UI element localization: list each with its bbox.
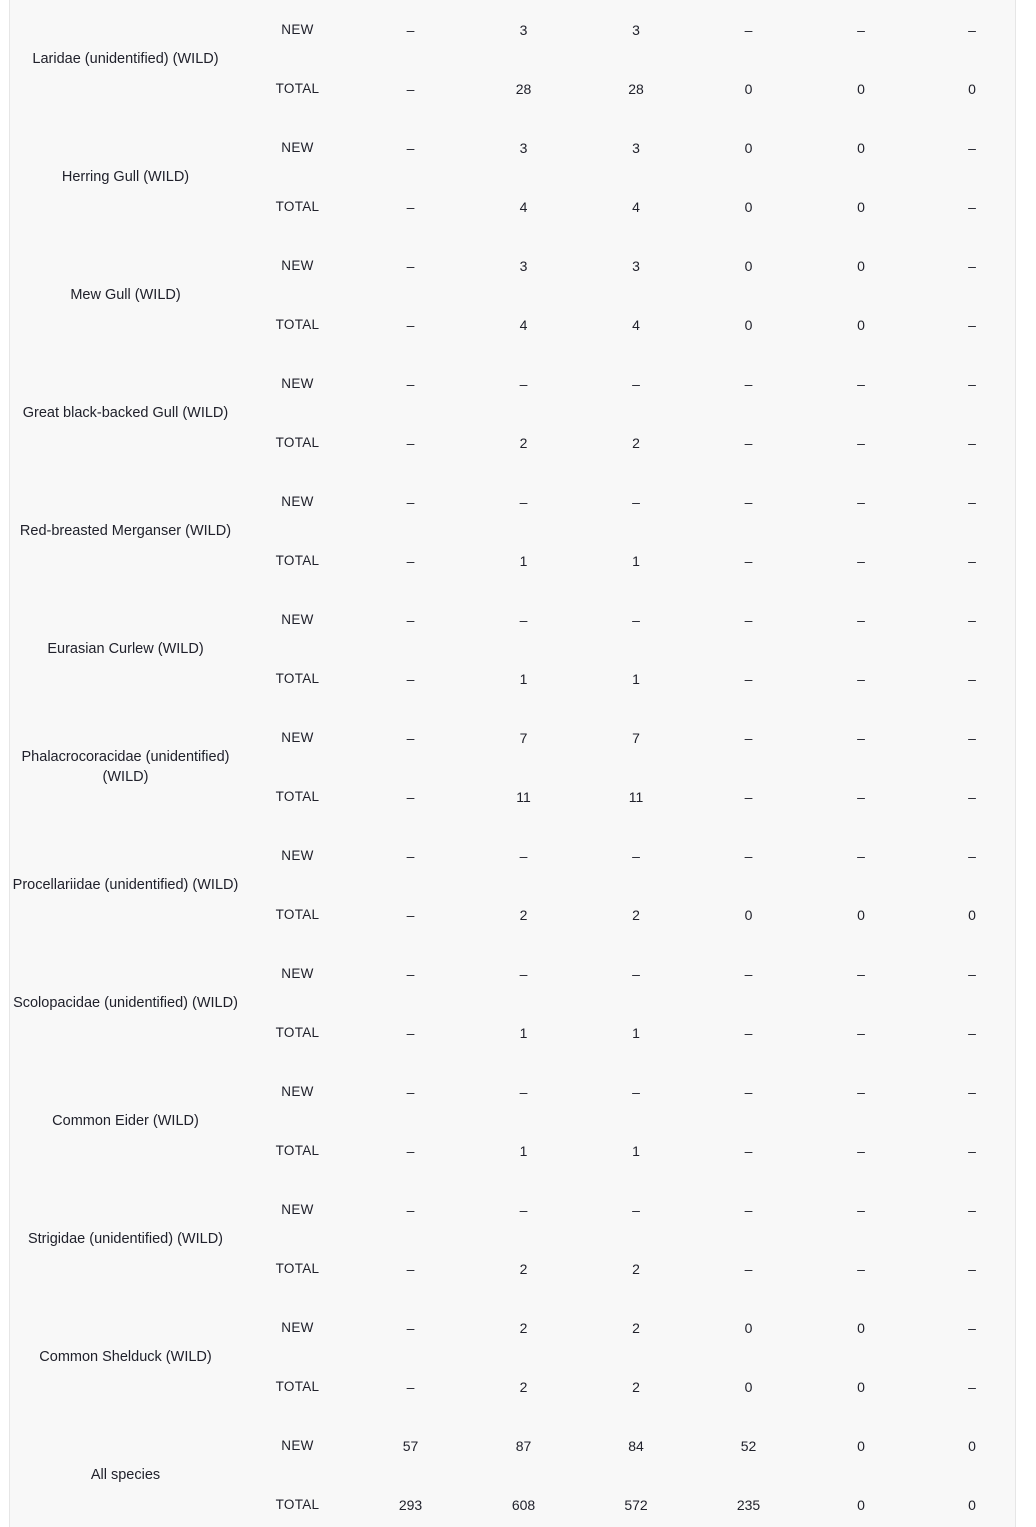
value-cell-new-5: – <box>857 1083 865 1100</box>
value-cell-total-3: 11 <box>628 788 644 805</box>
value-cell-new-5: – <box>857 729 865 746</box>
value-cell-new-5: 0 <box>857 1319 865 1336</box>
metric-label-total: TOTAL <box>275 789 320 804</box>
value-cell-total-5: 0 <box>857 1378 865 1395</box>
metric-label-new: NEW <box>281 140 314 155</box>
value-cell-new-3: 2 <box>632 1319 640 1336</box>
metric-label-new: NEW <box>281 258 314 273</box>
value-cell-total-2: 4 <box>519 198 528 215</box>
value-cell-total-5: 0 <box>857 906 865 923</box>
value-cell-new-1: – <box>406 847 415 864</box>
value-cell-new-1: – <box>406 493 415 510</box>
metric-label-total: TOTAL <box>275 1143 320 1158</box>
species-name-cell: Phalacrocoracidae (unidentified) (WILD) <box>21 749 230 785</box>
value-cell-total-3: 28 <box>628 80 644 97</box>
value-cell-total-3: 2 <box>632 906 640 923</box>
value-cell-total-5: 0 <box>857 1496 865 1513</box>
value-cell-new-4: – <box>744 375 753 392</box>
value-cell-new-4: 0 <box>744 1319 753 1336</box>
value-cell-total-4: – <box>744 552 753 569</box>
value-cell-new-2: – <box>519 847 528 864</box>
value-cell-new-1: – <box>406 729 415 746</box>
value-cell-total-2: 1 <box>519 552 528 569</box>
value-cell-total-2: 28 <box>515 80 532 97</box>
value-cell-total-6: – <box>968 1378 976 1395</box>
table-row <box>10 1416 1027 1475</box>
value-cell-total-4: – <box>744 1260 753 1277</box>
species-name-cell: Strigidae (unidentified) (WILD) <box>27 1231 224 1247</box>
metric-label-new: NEW <box>281 1202 314 1217</box>
value-cell-new-1: – <box>406 21 415 38</box>
value-cell-new-6: – <box>968 965 976 982</box>
table-row <box>10 236 1027 295</box>
value-cell-total-4: 0 <box>744 198 753 215</box>
value-cell-total-3: 2 <box>632 1260 640 1277</box>
value-cell-new-6: – <box>968 375 976 392</box>
value-cell-total-3: 4 <box>632 316 640 333</box>
metric-label-new: NEW <box>281 22 314 37</box>
metric-label-new: NEW <box>281 1438 314 1453</box>
value-cell-new-5: – <box>857 375 865 392</box>
value-cell-new-2: – <box>519 965 528 982</box>
value-cell-new-2: – <box>519 493 528 510</box>
table-body <box>10 0 1027 1527</box>
table-row <box>10 1180 1027 1239</box>
value-cell-new-1: 57 <box>402 1437 419 1454</box>
table-row <box>10 0 1027 59</box>
value-cell-total-6: – <box>968 1260 976 1277</box>
metric-label-total: TOTAL <box>275 907 320 922</box>
metric-label-total: TOTAL <box>275 1497 320 1512</box>
table-row <box>10 472 1027 531</box>
metric-label-new: NEW <box>281 612 314 627</box>
table-row <box>10 826 1027 885</box>
value-cell-new-4: – <box>744 21 753 38</box>
value-cell-total-2: 11 <box>516 788 531 805</box>
value-cell-total-1: – <box>406 1142 415 1159</box>
metric-label-new: NEW <box>281 848 314 863</box>
value-cell-new-5: – <box>857 493 865 510</box>
value-cell-total-6: – <box>968 1024 976 1041</box>
species-name-cell: Great black-backed Gull (WILD) <box>22 405 229 421</box>
value-cell-new-2: 2 <box>519 1319 528 1336</box>
value-cell-new-2: – <box>519 611 528 628</box>
value-cell-new-5: – <box>857 21 865 38</box>
value-cell-total-2: 2 <box>519 1378 528 1395</box>
value-cell-total-1: – <box>406 906 415 923</box>
value-cell-new-4: 0 <box>744 257 753 274</box>
value-cell-total-6: – <box>968 788 976 805</box>
value-cell-total-4: – <box>744 1142 753 1159</box>
value-cell-new-6: – <box>968 493 976 510</box>
value-cell-new-5: 0 <box>857 257 865 274</box>
table-row <box>10 944 1027 1003</box>
value-cell-total-5: 0 <box>857 198 865 215</box>
value-cell-total-4: 0 <box>744 316 753 333</box>
value-cell-total-6: – <box>968 552 976 569</box>
value-cell-total-1: – <box>406 1024 415 1041</box>
table-row <box>10 708 1027 767</box>
species-name-cell: Procellariidae (unidentified) (WILD) <box>12 877 239 893</box>
value-cell-total-5: – <box>857 1024 865 1041</box>
metric-label-new: NEW <box>281 966 314 981</box>
table-row <box>10 354 1027 413</box>
value-cell-new-4: 0 <box>744 139 753 156</box>
metric-label-new: NEW <box>281 494 314 509</box>
value-cell-total-3: 572 <box>624 1496 648 1513</box>
value-cell-total-3: 4 <box>632 198 640 215</box>
value-cell-new-4: – <box>744 965 753 982</box>
value-cell-new-3: – <box>632 375 640 392</box>
value-cell-total-2: 608 <box>511 1496 536 1513</box>
value-cell-total-1: – <box>406 670 415 687</box>
metric-label-total: TOTAL <box>275 1379 320 1394</box>
value-cell-total-1: – <box>406 316 415 333</box>
value-cell-new-1: – <box>406 965 415 982</box>
metric-label-total: TOTAL <box>275 435 320 450</box>
value-cell-new-3: 3 <box>632 139 640 156</box>
value-cell-total-5: – <box>857 1260 865 1277</box>
value-cell-total-6: – <box>968 670 976 687</box>
species-name-cell: Scolopacidae (unidentified) (WILD) <box>13 995 238 1011</box>
value-cell-new-2: – <box>519 1083 528 1100</box>
value-cell-total-3: 1 <box>632 1142 640 1159</box>
species-name-cell: Mew Gull (WILD) <box>70 287 181 303</box>
value-cell-total-3: 1 <box>632 552 640 569</box>
metric-label-new: NEW <box>281 730 314 745</box>
value-cell-total-6: – <box>968 198 976 215</box>
metric-label-total: TOTAL <box>275 81 320 96</box>
value-cell-total-2: 1 <box>519 670 528 687</box>
value-cell-new-1: – <box>406 257 415 274</box>
value-cell-total-4: 0 <box>744 1378 753 1395</box>
value-cell-new-3: – <box>632 611 640 628</box>
species-name-cell: All species <box>90 1467 161 1483</box>
value-cell-total-4: 0 <box>744 80 753 97</box>
value-cell-total-1: – <box>406 1260 415 1277</box>
value-cell-new-2: – <box>519 1201 528 1218</box>
metric-label-new: NEW <box>281 1084 314 1099</box>
value-cell-total-6: 0 <box>968 80 976 97</box>
value-cell-new-4: – <box>744 611 753 628</box>
value-cell-new-6: – <box>968 1201 976 1218</box>
value-cell-total-4: – <box>744 1024 753 1041</box>
value-cell-total-2: 2 <box>519 906 528 923</box>
value-cell-total-1: – <box>406 788 415 805</box>
value-cell-total-1: – <box>406 434 415 451</box>
value-cell-new-2: 3 <box>519 139 528 156</box>
value-cell-new-3: 7 <box>632 729 640 746</box>
value-cell-new-3: – <box>632 1201 640 1218</box>
value-cell-new-1: – <box>406 1201 415 1218</box>
value-cell-new-3: – <box>632 847 640 864</box>
value-cell-new-2: 7 <box>519 729 528 746</box>
value-cell-new-5: – <box>857 847 865 864</box>
metric-label-new: NEW <box>281 1320 314 1335</box>
species-name-cell: Eurasian Curlew (WILD) <box>47 641 204 657</box>
value-cell-total-4: 0 <box>744 906 753 923</box>
species-table-frame <box>9 0 1016 1527</box>
value-cell-total-2: 2 <box>519 434 528 451</box>
value-cell-total-3: 2 <box>632 1378 640 1395</box>
value-cell-new-6: – <box>968 1083 976 1100</box>
value-cell-total-1: – <box>406 552 415 569</box>
value-cell-new-3: – <box>632 1083 640 1100</box>
value-cell-new-6: – <box>968 729 976 746</box>
value-cell-total-5: – <box>857 788 865 805</box>
value-cell-new-1: – <box>406 1083 415 1100</box>
value-cell-new-1: – <box>406 375 415 392</box>
value-cell-total-2: 4 <box>519 316 528 333</box>
value-cell-new-4: – <box>744 1083 753 1100</box>
value-cell-new-2: 87 <box>515 1437 532 1454</box>
value-cell-total-2: 1 <box>519 1142 528 1159</box>
value-cell-new-4: – <box>744 729 753 746</box>
value-cell-total-3: 1 <box>632 1024 640 1041</box>
value-cell-new-6: – <box>968 257 976 274</box>
value-cell-new-6: – <box>968 847 976 864</box>
metric-label-new: NEW <box>281 376 314 391</box>
value-cell-total-6: – <box>968 434 976 451</box>
value-cell-total-5: – <box>857 1142 865 1159</box>
value-cell-total-4: 235 <box>736 1496 761 1513</box>
value-cell-new-4: – <box>744 493 753 510</box>
value-cell-new-3: 3 <box>632 21 640 38</box>
value-cell-total-5: – <box>857 434 865 451</box>
value-cell-new-5: – <box>857 1201 865 1218</box>
value-cell-new-1: – <box>406 611 415 628</box>
value-cell-new-1: – <box>406 139 415 156</box>
metric-label-total: TOTAL <box>275 553 320 568</box>
value-cell-new-3: – <box>632 965 640 982</box>
species-name-cell: Red-breasted Merganser (WILD) <box>19 523 232 539</box>
metric-label-total: TOTAL <box>275 1261 320 1276</box>
value-cell-total-5: – <box>857 552 865 569</box>
value-cell-new-5: – <box>857 965 865 982</box>
species-name-cell: Herring Gull (WILD) <box>61 169 190 185</box>
value-cell-new-2: – <box>519 375 528 392</box>
value-cell-new-6: 0 <box>968 1437 976 1454</box>
value-cell-total-6: – <box>968 316 976 333</box>
value-cell-new-4: 52 <box>740 1437 757 1454</box>
value-cell-new-2: 3 <box>519 21 528 38</box>
value-cell-new-6: – <box>968 611 976 628</box>
value-cell-new-5: – <box>857 611 865 628</box>
value-cell-total-5: 0 <box>857 316 865 333</box>
table-row <box>10 590 1027 649</box>
value-cell-new-6: – <box>968 139 976 156</box>
metric-label-total: TOTAL <box>275 671 320 686</box>
value-cell-total-6: 0 <box>968 906 976 923</box>
value-cell-total-5: – <box>857 670 865 687</box>
species-name-cell: Common Shelduck (WILD) <box>39 1349 212 1365</box>
value-cell-new-3: 3 <box>632 257 640 274</box>
value-cell-total-6: 0 <box>968 1496 976 1513</box>
value-cell-new-5: 0 <box>857 1437 865 1454</box>
value-cell-total-1: – <box>406 198 415 215</box>
value-cell-total-3: 2 <box>632 434 640 451</box>
value-cell-total-4: – <box>744 788 753 805</box>
value-cell-new-3: – <box>632 493 640 510</box>
species-name-cell: Laridae (unidentified) (WILD) <box>32 51 219 67</box>
metric-label-total: TOTAL <box>275 317 320 332</box>
value-cell-new-6: – <box>968 1319 976 1336</box>
value-cell-total-1: – <box>406 1378 415 1395</box>
value-cell-total-4: – <box>744 434 753 451</box>
table-row <box>10 118 1027 177</box>
metric-label-total: TOTAL <box>275 1025 320 1040</box>
value-cell-total-2: 2 <box>519 1260 528 1277</box>
value-cell-new-3: 84 <box>628 1437 644 1454</box>
value-cell-total-1: 293 <box>398 1496 423 1513</box>
value-cell-total-3: 1 <box>632 670 640 687</box>
table-row <box>10 1298 1027 1357</box>
value-cell-new-2: 3 <box>519 257 528 274</box>
value-cell-total-2: 1 <box>519 1024 528 1041</box>
value-cell-total-1: – <box>406 80 415 97</box>
value-cell-new-6: – <box>968 21 976 38</box>
value-cell-total-4: – <box>744 670 753 687</box>
table-row <box>10 1062 1027 1121</box>
value-cell-new-5: 0 <box>857 139 865 156</box>
metric-label-total: TOTAL <box>275 199 320 214</box>
value-cell-new-4: – <box>744 847 753 864</box>
species-summary-table <box>10 0 1027 1527</box>
value-cell-total-6: – <box>968 1142 976 1159</box>
value-cell-new-1: – <box>406 1319 415 1336</box>
value-cell-total-5: 0 <box>857 80 865 97</box>
value-cell-new-4: – <box>744 1201 753 1218</box>
species-name-cell: Common Eider (WILD) <box>52 1113 199 1129</box>
